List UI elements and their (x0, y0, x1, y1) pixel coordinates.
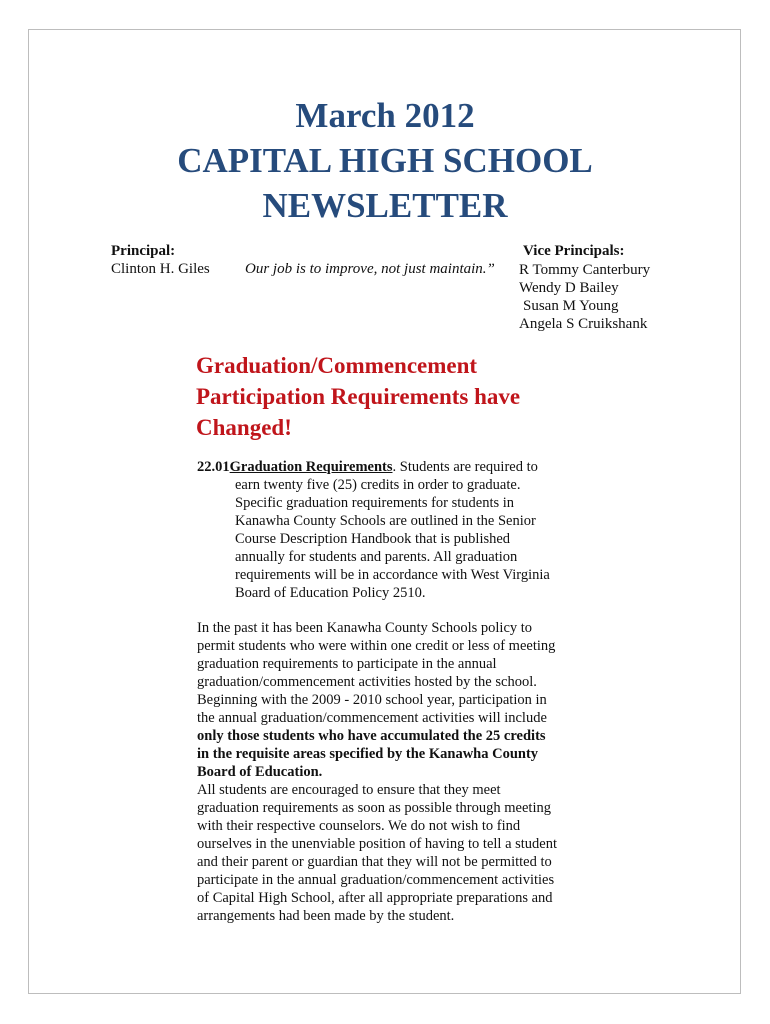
body-bold-line: only those students who have accumulated the 25 credits (197, 728, 546, 744)
headline-line: Changed! (196, 415, 292, 440)
title-school: CAPITAL HIGH SCHOOL (177, 141, 593, 180)
body-line: and their parent or guardian that they will not be permitted to (197, 854, 552, 870)
policy-line: annually for students and parents. All graduation (235, 549, 518, 565)
article-headline (196, 350, 596, 443)
policy-number: 22.01 (197, 459, 230, 475)
vice-principal: Susan M Young (523, 298, 619, 314)
body-line: arrangements had been made by the student. (197, 908, 455, 924)
body-bold-line: in the requisite areas specified by the Kanawha County (197, 746, 539, 762)
policy-line: requirements will be in accordance with West Virginia (235, 567, 550, 583)
body-bold-line: Board of Education. (197, 764, 323, 780)
body-line: the annual graduation/commencement activities will include (197, 710, 547, 726)
body-line: graduation requirements as soon as possible through meeting (197, 800, 551, 816)
body-line: graduation requirements to participate in the annual (197, 656, 497, 672)
title-newsletter: NEWSLETTER (262, 186, 508, 225)
body-line: participate in the annual graduation/commencement activities (197, 872, 555, 888)
body-line: All students are encouraged to ensure that they meet (197, 782, 501, 798)
body-line: graduation/commencement activities hosted by the school. (197, 674, 537, 690)
policy-line: Course Description Handbook that is published (235, 531, 511, 547)
policy-line: Kanawha County Schools are outlined in the Senior (235, 513, 536, 529)
policy-line: Board of Education Policy 2510. (235, 585, 426, 601)
body-line: In the past it has been Kanawha County Schools policy to (197, 620, 533, 636)
policy-text: . Students are required to (392, 459, 538, 475)
principal-name: Clinton H. Giles (111, 261, 210, 277)
title-date: March 2012 (295, 96, 475, 135)
newsletter-title (0, 93, 770, 228)
body-line: of Capital High School, after all appropriate preparations and (197, 890, 553, 906)
vice-principals-list (519, 261, 650, 333)
vice-principal: Wendy D Bailey (519, 280, 619, 296)
policy-heading: Graduation Requirements (229, 459, 393, 475)
headline-line: Graduation/Commencement (196, 353, 478, 378)
vice-principal: Angela S Cruikshank (519, 316, 648, 332)
policy-paragraph (197, 458, 577, 602)
principal-label: Principal: (111, 243, 176, 259)
vice-principals-label: Vice Principals: (523, 243, 625, 259)
policy-line: Specific graduation requirements for students in (235, 495, 515, 511)
vice-principal: R Tommy Canterbury (519, 262, 651, 278)
body-line: permit students who were within one credit or less of meeting (197, 638, 556, 654)
article-body (197, 619, 577, 925)
policy-first-line (197, 458, 577, 476)
school-motto: Our job is to improve, not just maintain.” (245, 261, 495, 277)
body-line: Beginning with the 2009 - 2010 school year, participation in (197, 692, 547, 708)
headline-line: Participation Requirements have (196, 384, 521, 409)
body-line: with their respective counselors. We do not wish to find (197, 818, 521, 834)
body-line: ourselves in the unenviable position of having to tell a student (197, 836, 558, 852)
policy-line: earn twenty five (25) credits in order to graduate. (235, 477, 521, 493)
